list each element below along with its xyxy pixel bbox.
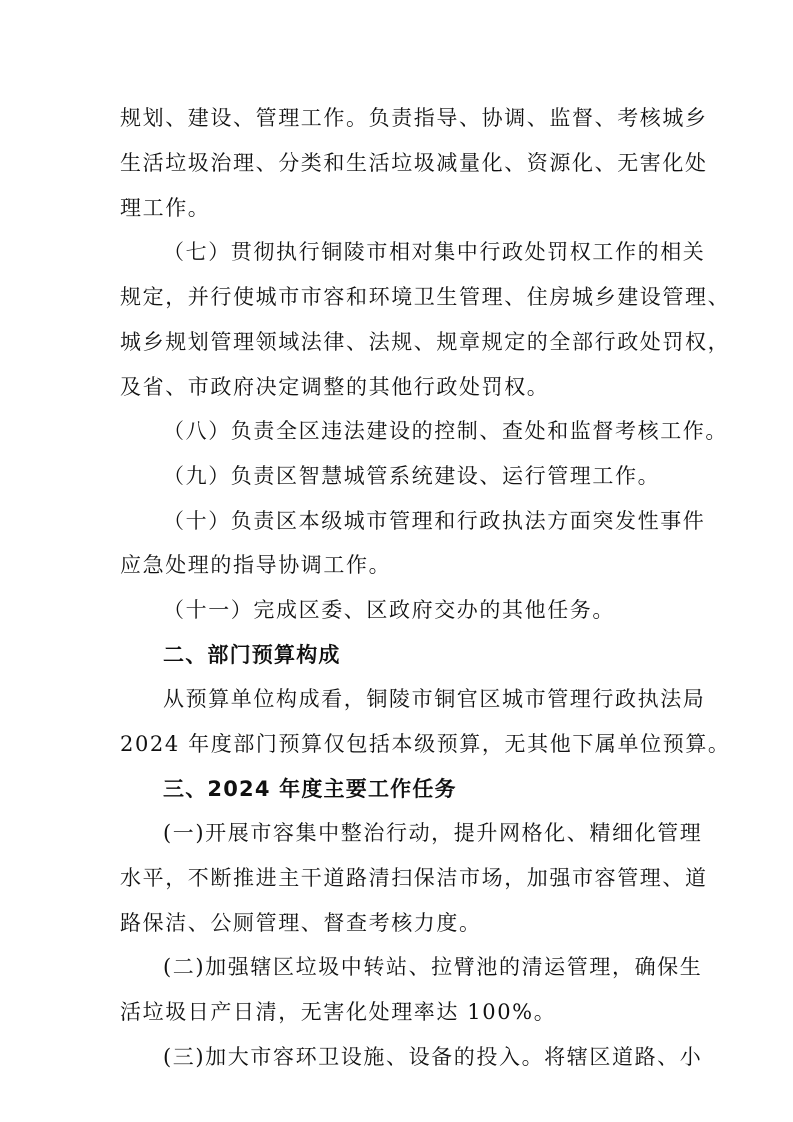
text-line: （八）负责全区违法建设的控制、查处和监督考核工作。	[163, 419, 728, 443]
text-line: （七）贯彻执行铜陵市相对集中行政处罚权工作的相关	[163, 240, 706, 264]
text-line: 应急处理的指导协调工作。	[120, 553, 392, 577]
text-line: 活垃圾日产日清，无害化处理率达 100%。	[120, 1000, 557, 1024]
text-line: （十）负责区本级城市管理和行政执法方面突发性事件	[163, 509, 706, 533]
text-line: 理工作。	[120, 196, 211, 220]
text-line: (三)加大市容环卫设施、设备的投入。将辖区道路、小	[163, 1045, 703, 1069]
text-line: 从预算单位构成看，铜陵市铜官区城市管理行政执法局	[163, 687, 706, 711]
text-line: 生活垃圾治理、分类和生活垃圾减量化、资源化、无害化处	[120, 151, 708, 175]
text-line: 规划、建设、管理工作。负责指导、协调、监督、考核城乡	[120, 106, 708, 130]
text-line: 规定，并行使城市市容和环境卫生管理、住房城乡建设管理、	[120, 285, 731, 309]
text-line: 及省、市政府决定调整的其他行政处罚权。	[120, 375, 550, 399]
section-heading: 二、部门预算构成	[163, 643, 341, 667]
text-line: 2024 年度部门预算仅包括本级预算，无其他下属单位预算。	[120, 732, 731, 756]
text-line: 路保洁、公厕管理、督查考核力度。	[120, 911, 482, 935]
text-line: (一)开展市容集中整治行动，提升网格化、精细化管理	[163, 821, 703, 845]
text-line: （十一）完成区委、区政府交办的其他任务。	[163, 598, 615, 622]
section-heading: 三、2024 年度主要工作任务	[163, 777, 457, 801]
text-line: 城乡规划管理领域法律、法规、规章规定的全部行政处罚权，	[120, 330, 731, 354]
text-line: (二)加强辖区垃圾中转站、拉臂池的清运管理，确保生	[163, 955, 703, 979]
text-line: 水平，不断推进主干道路清扫保洁市场，加强市容管理、道	[120, 866, 708, 890]
text-line: （九）负责区智慧城管系统建设、运行管理工作。	[163, 464, 661, 488]
